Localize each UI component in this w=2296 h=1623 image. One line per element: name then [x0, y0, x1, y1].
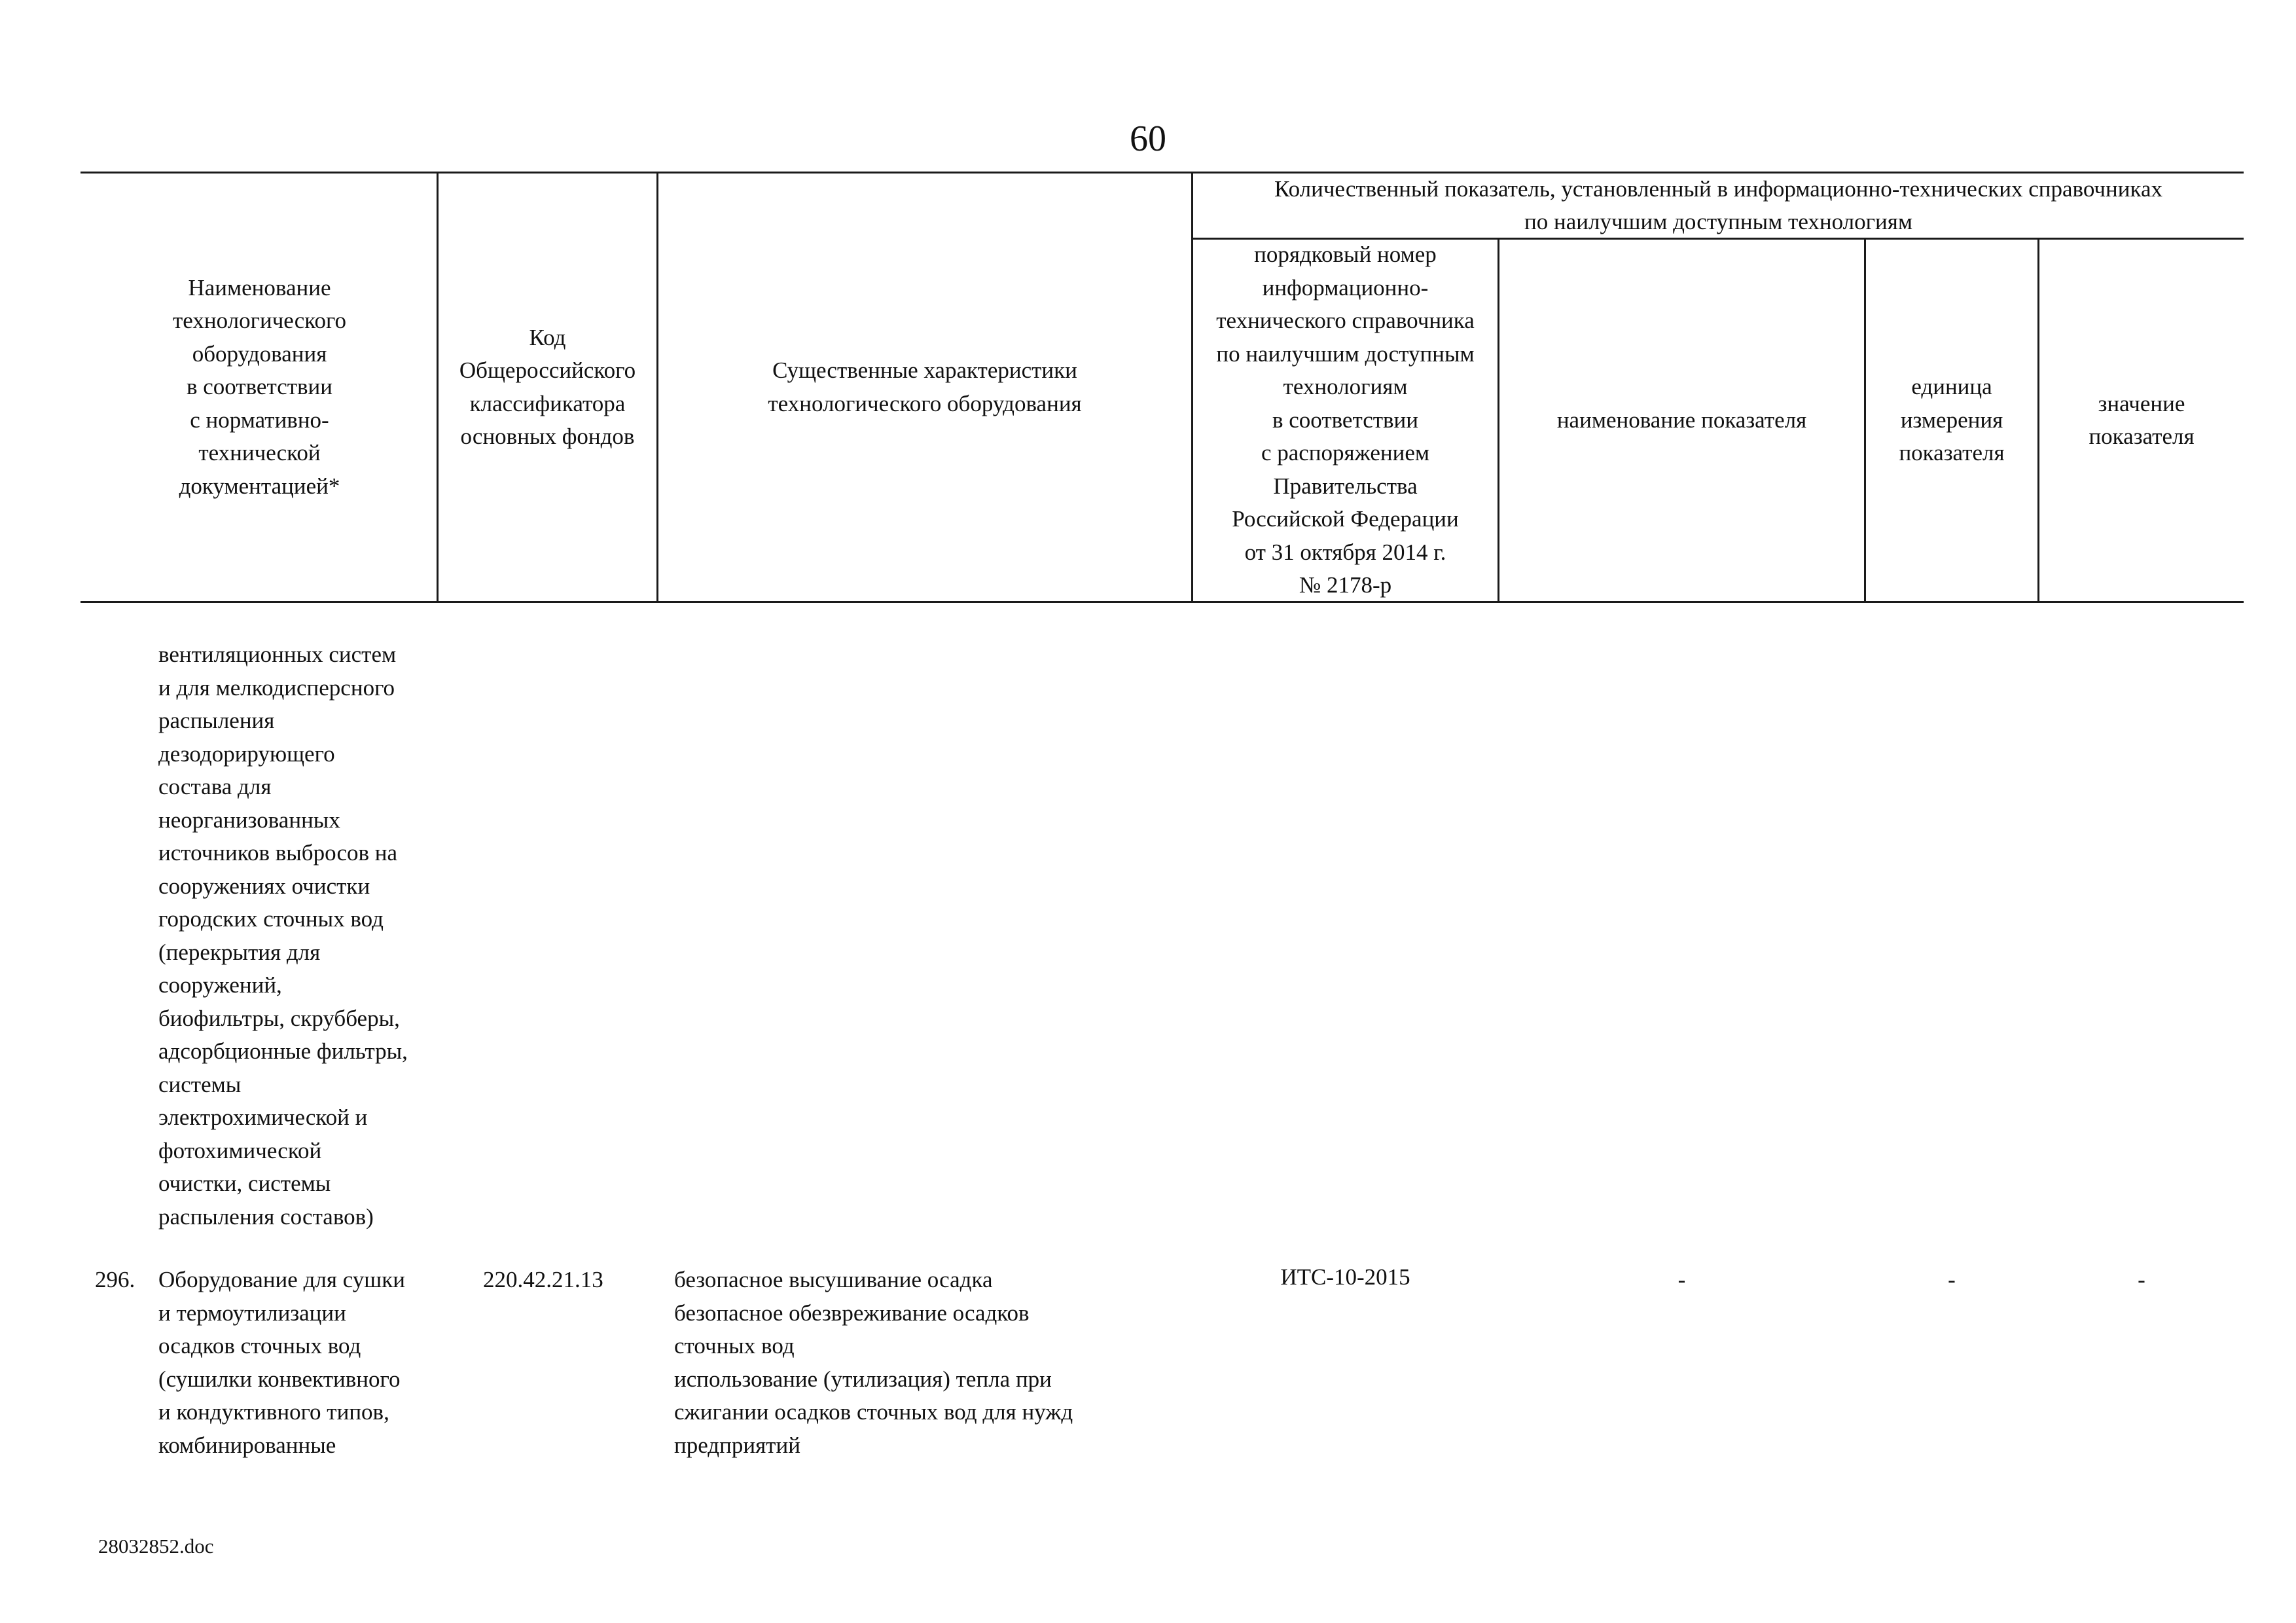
row-reference-number: ИТС-10-2015: [1280, 1264, 1410, 1290]
row-indicator-name: -: [1677, 1267, 1686, 1292]
header-value: значение показателя: [2089, 390, 2195, 449]
header-reference-number: порядковый номер информационно- технического справочника по наилучшим доступным технологиям в соответствии с распоряжением Правительства Российской Федерации от 31 октября 2014 г. № 2178-р: [1216, 242, 1475, 598]
row-value: -: [2138, 1267, 2145, 1292]
header-indicator-name: наименование показателя: [1556, 407, 1807, 433]
row-classifier-code: 220.42.21.13: [483, 1267, 603, 1292]
row-equipment-name: Оборудование для сушки и термоутилизации осадков сточных вод (сушилки конвективного и кондуктивного типов, комбинированные: [158, 1267, 405, 1458]
header-classifier-code: Код Общероссийского классификатора основных фондов: [459, 324, 636, 449]
footer-filename: 28032852.doc: [98, 1535, 214, 1558]
page-number: 60: [1130, 119, 1166, 159]
row-number: 296.: [95, 1267, 135, 1292]
header-equipment-name: Наименование технологического оборудования в соответствии с нормативно- технической документацией*: [173, 274, 346, 499]
row-characteristics: безопасное высушивание осадка безопасное обезвреживание осадков сточных вод использование (утилизация) тепла при сжигании осадков сточных вод для нужд предприятий: [674, 1267, 1073, 1458]
header-quantitative-group: Количественный показатель, установленный в информационно-технических справочниках по наилучшим доступным технологиям: [1274, 175, 2162, 234]
table-header-bottom-border: [81, 601, 2244, 603]
row-unit: -: [1948, 1267, 1956, 1292]
row-equipment-name: вентиляционных систем и для мелкодисперсного распыления дезодорирующего состава для неорганизованных источников выбросов на сооружениях очистки городских сточных вод (перекрытия для сооружений, биофильтры, скрубберы, адсорбционные фильтры, системы электрохимической и фотохимической очистки, системы распыления составов): [158, 642, 408, 1230]
header-unit: единица измерения показателя: [1899, 374, 2005, 466]
header-characteristics: Существенные характеристики технологического оборудования: [768, 357, 1082, 416]
